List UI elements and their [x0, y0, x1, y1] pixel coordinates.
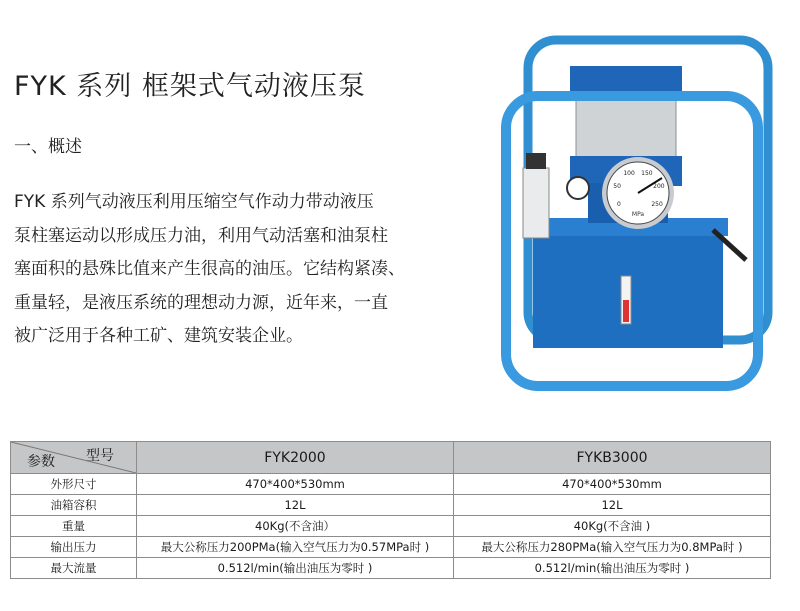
- gauge-scale-label: 100: [623, 169, 635, 177]
- description-line: 塞面积的悬殊比值来产生很高的油压。它结构紧凑、: [14, 259, 405, 279]
- level-fill: [623, 300, 629, 322]
- table-header-row: [11, 442, 771, 474]
- table-row: [11, 516, 771, 537]
- table-row: [11, 474, 771, 495]
- table-row: [11, 558, 771, 579]
- description-line: 重量轻，是液压系统的理想动力源，近年来，一直: [14, 292, 388, 313]
- regulator-knob: [526, 153, 546, 169]
- spec-table: [10, 441, 771, 579]
- param-value: 0.512l/min(输出油压为零时 ): [454, 558, 771, 579]
- param-value: 40Kg(不含油）: [137, 516, 454, 537]
- gauge-unit: MPa: [631, 211, 645, 218]
- param-name: 输出压力: [11, 537, 137, 558]
- param-value: 470*400*530mm: [137, 474, 454, 495]
- pressure-gauge: [602, 157, 674, 229]
- gauge-scale-label: 200: [653, 183, 665, 191]
- gauge-scale-label: 250: [651, 201, 663, 208]
- description-line: 泵柱塞运动以形成压力油，利用气动活塞和油泵柱: [14, 225, 388, 246]
- param-value: 470*400*530mm: [454, 474, 771, 495]
- gauge-scale-label: 150: [641, 169, 653, 177]
- small-gauge: [567, 177, 589, 199]
- table-row: [11, 495, 771, 516]
- param-value: 40Kg(不含油 ): [454, 516, 771, 537]
- param-value: 最大公称压力200PMa(输入空气压力为0.57MPa时 ): [137, 537, 454, 558]
- param-value: 最大公称压力280PMa(输入空气压力为0.8MPa时 ): [454, 537, 771, 558]
- param-name: 重量: [11, 516, 137, 537]
- corner-label-model: 型号: [86, 448, 114, 464]
- param-value: 12L: [454, 495, 771, 516]
- gauge-scale-label: 50: [613, 183, 621, 191]
- param-value: 0.512l/min(输出油压为零时 ): [137, 558, 454, 579]
- param-name: 油箱容积: [11, 495, 137, 516]
- table-row: [11, 537, 771, 558]
- filter-regulator: [523, 168, 549, 238]
- description-line: 被广泛用于各种工矿、建筑安装企业。: [14, 326, 303, 346]
- description-paragraph: [14, 186, 484, 354]
- section-heading: 一、概述: [14, 137, 82, 157]
- model-header: FYKB3000: [454, 442, 771, 474]
- corner-label-params: 参数: [27, 454, 55, 470]
- page-title: FYK 系列 框架式气动液压泵: [14, 71, 366, 102]
- gauge-scale-label: 0: [616, 201, 621, 208]
- corner-header: [11, 442, 137, 474]
- model-header: FYK2000: [137, 442, 454, 474]
- param-name: 最大流量: [11, 558, 137, 579]
- air-cylinder: [576, 98, 676, 158]
- product-photo: [488, 28, 788, 408]
- param-name: 外形尺寸: [11, 474, 137, 495]
- description-line: FYK 系列气动液压利用压缩空气作动力带动液压: [14, 192, 374, 212]
- param-value: 12L: [137, 495, 454, 516]
